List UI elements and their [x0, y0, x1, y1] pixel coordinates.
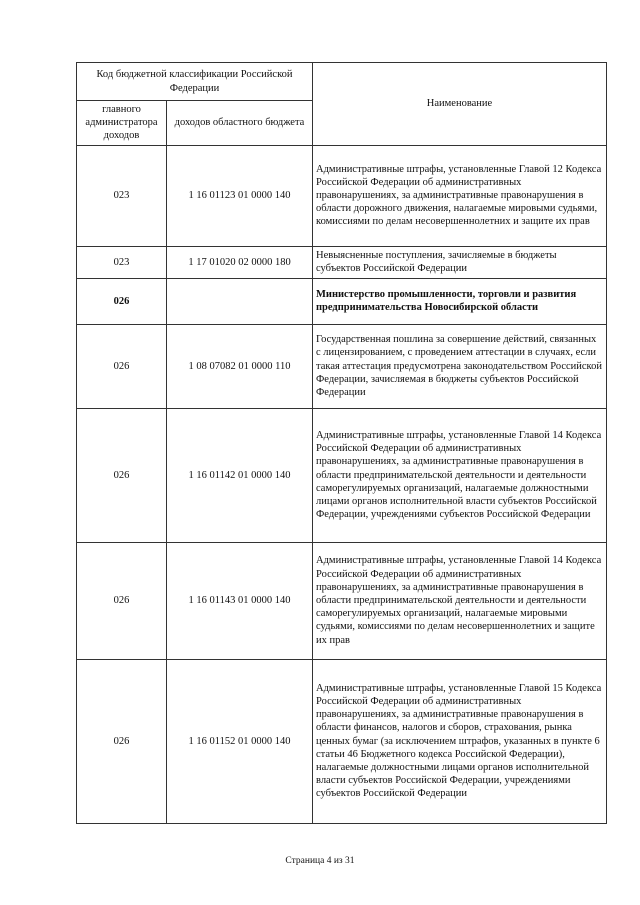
income-code-cell: 1 16 01123 01 0000 140	[167, 145, 313, 246]
admin-code-cell: 026	[77, 408, 167, 542]
table-row	[77, 408, 607, 542]
name-cell: Административные штрафы, установленные Главой 14 Кодекса Российской Федерации об административных правонарушениях, за административные правонарушения в области предпринимательской деятельности и деятельности саморегулируемых организаций, налагаемые должностными лицами органов исполнительной власти субъектов Российской Федерации, учреждениями субъектов Российской Федерации	[313, 408, 607, 542]
page-number-footer: Страница 4 из 31	[285, 856, 355, 866]
income-code-cell: 1 16 01142 01 0000 140	[167, 408, 313, 542]
income-code-cell: 1 17 01020 02 0000 180	[167, 246, 313, 278]
budget-classification-table	[76, 62, 607, 824]
income-code-header: доходов областного бюджета	[167, 101, 313, 146]
name-cell: Государственная пошлина за совершение действий, связанных с лицензированием, с проведением аттестации в случаях, если такая аттестация предусмотрена законодательством Российской Федерации, зачисляемая в бюджеты субъектов Российской Федерации	[313, 324, 607, 408]
income-code-cell	[167, 278, 313, 324]
admin-code-cell: 026	[77, 324, 167, 408]
code-group-header: Код бюджетной классификации Российской Федерации	[77, 63, 313, 101]
admin-code-header: главного администратора доходов	[77, 101, 167, 146]
admin-code-cell: 026	[77, 542, 167, 659]
name-cell: Административные штрафы, установленные Главой 14 Кодекса Российской Федерации об административных правонарушениях, за административные правонарушения в области предпринимательской деятельности и деятельности саморегулируемых организаций, налагаемые мировыми судьями, комиссиями по делам несовершеннолетних и защите их прав	[313, 542, 607, 659]
table-row-section	[77, 278, 607, 324]
income-code-cell: 1 16 01143 01 0000 140	[167, 542, 313, 659]
income-code-cell: 1 08 07082 01 0000 110	[167, 324, 313, 408]
name-cell: Административные штрафы, установленные Главой 12 Кодекса Российской Федерации об административных правонарушениях, за административные правонарушения в области дорожного движения, налагаемые мировыми судьями, комиссиями по делам несовершеннолетних и защите их прав	[313, 145, 607, 246]
table-row	[77, 145, 607, 246]
table-row	[77, 324, 607, 408]
name-cell: Невыясненные поступления, зачисляемые в бюджеты субъектов Российской Федерации	[313, 246, 607, 278]
admin-code-cell: 023	[77, 145, 167, 246]
table-row	[77, 542, 607, 659]
name-cell: Административные штрафы, установленные Главой 15 Кодекса Российской Федерации об административных правонарушениях, за административные правонарушения в области финансов, налогов и сборов, страхования, рынка ценных бумаг (за исключением штрафов, указанных в пункте 6 статьи 46 Бюджетного кодекса Российской Федерации), налагаемые должностными лицами органов исполнительной власти субъектов Российской Федерации, учреждениями субъектов Российской Федерации	[313, 659, 607, 823]
admin-code-cell: 026	[77, 659, 167, 823]
income-code-cell: 1 16 01152 01 0000 140	[167, 659, 313, 823]
name-column-header: Наименование	[313, 63, 607, 146]
admin-code-cell: 026	[77, 278, 167, 324]
table-row	[77, 246, 607, 278]
admin-code-cell: 023	[77, 246, 167, 278]
section-title-cell: Министерство промышленности, торговли и развития предпринимательства Новосибирской области	[313, 278, 607, 324]
table-row	[77, 659, 607, 823]
